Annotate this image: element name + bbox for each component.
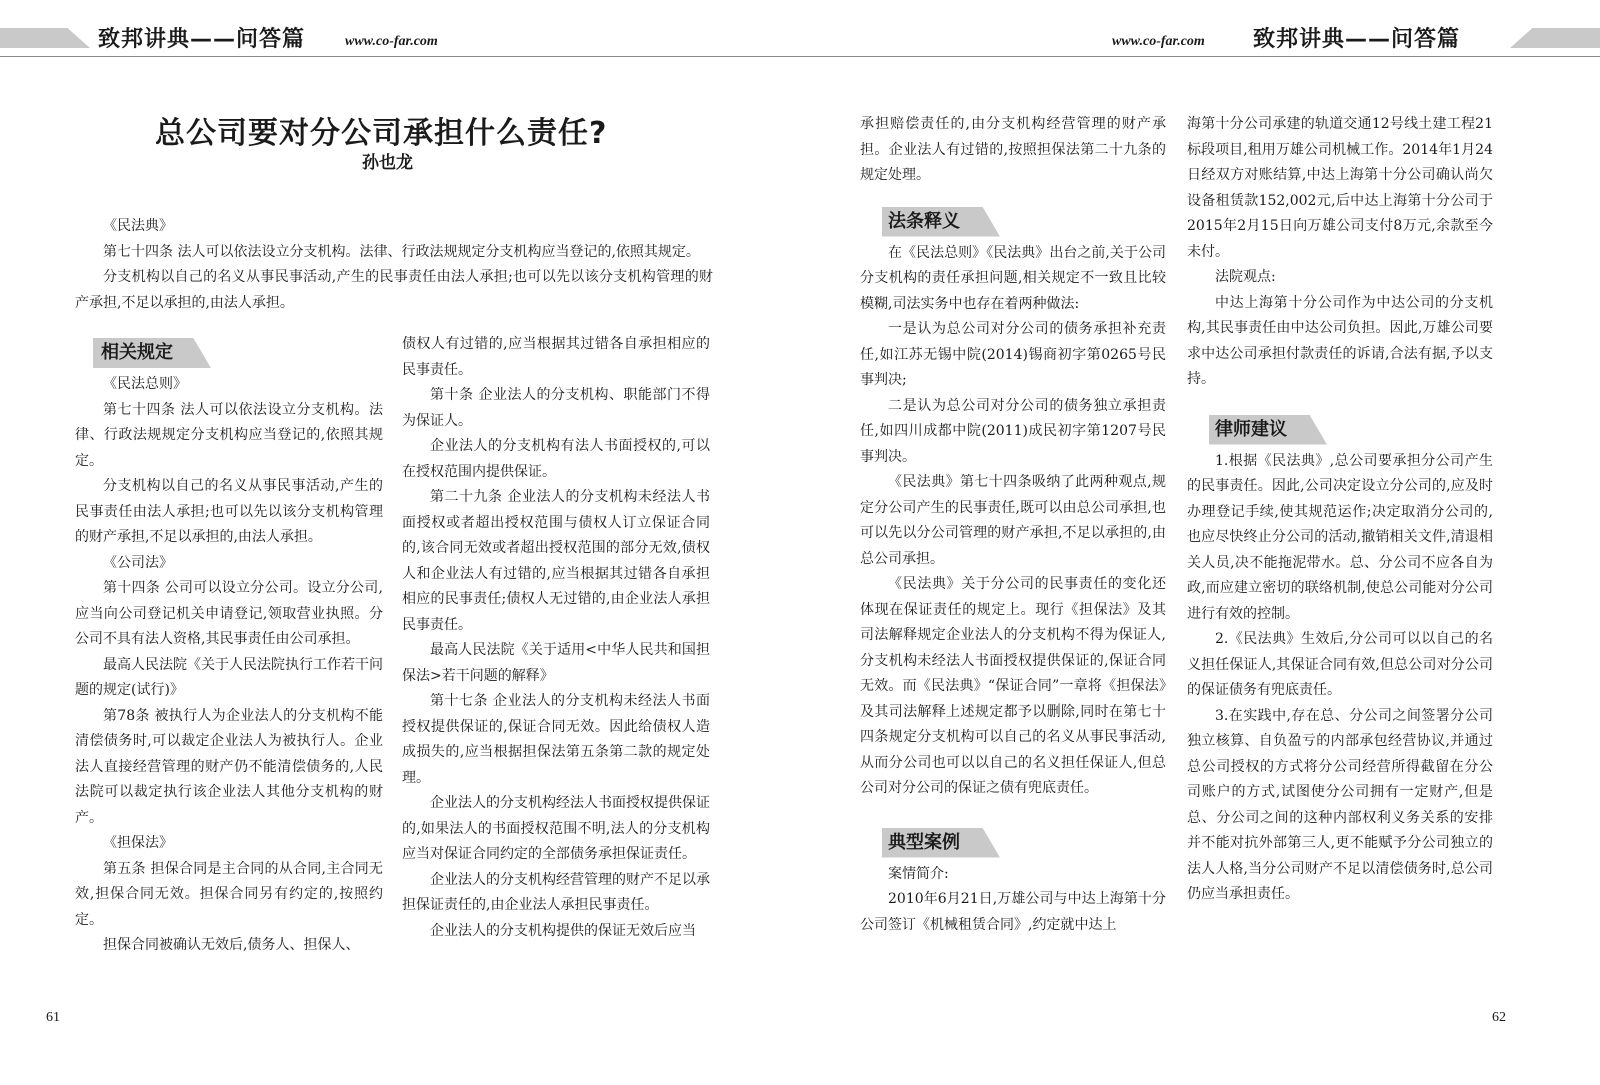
col1-paragraph: 《担保法》 <box>103 835 173 851</box>
page-number-right: 62 <box>1492 1010 1506 1025</box>
header-site-right: www.co-far.com <box>1112 34 1205 49</box>
header-site-left: www.co-far.com <box>345 34 438 49</box>
col1-paragraph: 担保合同被确认无效后,债务人、担保人、 <box>103 937 360 953</box>
col1-paragraph: 第十四条 公司可以设立分公司。设立分公司,应当向公司登记机关申请登记,领取营业执照。分公司不具有法人资格,其民事责任由公司承担。 <box>75 580 383 647</box>
header-tab-left <box>0 28 90 48</box>
col2-paragraph: 第十条 企业法人的分支机构、职能部门不得为保证人。 <box>402 387 710 429</box>
col1-paragraph: 分支机构以自己的名义从事民事活动,产生的民事责任由法人承担;也可以先以该分支机构管理的财产承担,不足以承担的,由法人承担。 <box>75 478 383 545</box>
header-divider <box>0 56 1600 57</box>
col1-paragraph: 《公司法》 <box>103 554 173 571</box>
col3-paragraph: 案情简介: <box>888 865 949 882</box>
col1-paragraph: 第七十四条 法人可以依法设立分支机构。法律、行政法规规定分支机构应当登记的,依照其规定。 <box>75 401 383 469</box>
intro-paragraph: 分支机构以自己的名义从事民事活动,产生的民事责任由法人承担;也可以先以该分支机构管理的财产承担,不足以承担的,由法人承担。 <box>75 269 713 311</box>
column-2 <box>402 332 710 944</box>
col2-paragraph: 企业法人的分支机构提供的保证无效后应当 <box>430 922 696 939</box>
col4-paragraph: 中达上海第十分公司作为中达公司的分支机构,其民事责任由中达公司负担。因此,万雄公司要求中达公司承担付款责任的诉请,合法有据,予以支持。 <box>1187 294 1493 387</box>
col4-paragraph: 1.根据《民法典》,总公司要承担分公司产生的民事责任。因此,公司决定设立分公司的,应及时办理登记手续,使其规范运作;决定取消分公司的,也应尽快终止分公司的活动,撤销相关文件,清退相关人员,决不能拖泥带水。总、分公司不应各自为政,而应建立密切的联络机制,使总公司能对分公司进行有效的控制。 <box>1187 452 1493 622</box>
column-1 <box>75 332 383 959</box>
col4-paragraph: 法院观点: <box>1215 269 1276 285</box>
intro-paragraph: 第七十四条 法人可以依法设立分支机构。法律、行政法规规定分支机构应当登记的,依照其规定。 <box>103 243 700 260</box>
col3-paragraph: 《民法典》第七十四条吸纳了此两种观点,规定分公司产生的民事责任,既可以由总公司承担,也可以先以分公司管理的财产承担,不足以承担的,由总公司承担。 <box>860 474 1166 567</box>
header-brand-right: 致邦讲典——问答篇 <box>1253 27 1461 52</box>
col3-paragraph: 2010年6月21日,万雄公司与中达上海第十分公司签订《机械租赁合同》,约定就中达上 <box>860 891 1166 933</box>
col3-paragraph: 承担赔偿责任的,由分支机构经营管理的财产承担。企业法人有过错的,按照担保法第二十九条的规定处理。 <box>860 116 1166 183</box>
intro-block <box>75 214 713 316</box>
col4-paragraph: 海第十分公司承建的轨道交通12号线土建工程21标段项目,租用万雄公司机械工作。2014年1月24日经双方对账结算,中达上海第十分公司确认尚欠设备租赁款152,002元,后中达上海第十分公司于2015年2月15日向万雄公司支付8万元,余款至今未付。 <box>1187 116 1493 260</box>
col1-paragraph: 最高人民法院《关于人民法院执行工作若干问题的规定(试行)》 <box>75 656 383 698</box>
section-heading-advice: 律师建议 <box>1187 415 1327 445</box>
col3-paragraph: 在《民法总则》《民法典》出台之前,关于公司分支机构的责任承担问题,相关规定不一致且比较模糊,司法实务中也存在着两种做法: <box>860 244 1166 312</box>
col1-paragraph: 第五条 担保合同是主合同的从合同,主合同无效,担保合同无效。担保合同另有约定的,按照约定。 <box>75 860 383 928</box>
article-title: 总公司要对分公司承担什么责任? <box>155 116 608 151</box>
page-header <box>0 0 1600 60</box>
intro-paragraph: 《民法典》 <box>103 218 173 234</box>
header-brand-left: 致邦讲典——问答篇 <box>98 27 306 52</box>
col2-paragraph: 债权人有过错的,应当根据其过错各自承担相应的民事责任。 <box>402 336 710 378</box>
col2-paragraph: 企业法人的分支机构经营管理的财产不足以承担保证责任的,由企业法人承担民事责任。 <box>402 871 710 913</box>
col2-paragraph: 最高人民法院《关于适用<中华人民共和国担保法>若干问题的解释》 <box>402 642 710 684</box>
header-tab-right <box>1510 28 1600 48</box>
column-3 <box>860 112 1166 938</box>
col2-paragraph: 第二十九条 企业法人的分支机构未经法人书面授权或者超出授权范围与债权人订立保证合同的,该合同无效或者超出授权范围的部分无效,债权人和企业法人有过错的,应当根据其过错各自承担相应的民事责任;债权人无过错的,由企业法人承担民事责任。 <box>402 489 710 633</box>
section-heading-related: 相关规定 <box>73 338 213 368</box>
col3-paragraph: 一是认为总公司对分公司的债务承担补充责任,如江苏无锡中院(2014)锡商初字第0265号民事判决; <box>860 321 1166 388</box>
col4-paragraph: 2.《民法典》生效后,分公司可以以自己的名义担任保证人,其保证合同有效,但总公司对分公司的保证债务有兜底责任。 <box>1187 631 1493 698</box>
col1-paragraph: 第78条 被执行人为企业法人的分支机构不能清偿债务时,可以裁定企业法人为被执行人。企业法人直接经营管理的财产仍不能清偿债务的,人民法院可以裁定执行该企业法人其他分支机构的财产。 <box>75 707 383 826</box>
col3-paragraph: 二是认为总公司对分公司的债务独立承担责任,如四川成都中院(2011)成民初字第1207号民事判决。 <box>860 397 1166 465</box>
page-number-left: 61 <box>46 1010 60 1025</box>
article-author: 孙也龙 <box>362 153 413 173</box>
col2-paragraph: 第十七条 企业法人的分支机构未经法人书面授权提供保证的,保证合同无效。因此给债权人造成损失的,应当根据担保法第五条第二款的规定处理。 <box>402 693 710 786</box>
column-4 <box>1187 112 1493 908</box>
col2-paragraph: 企业法人的分支机构有法人书面授权的,可以在授权范围内提供保证。 <box>402 438 710 480</box>
col2-paragraph: 企业法人的分支机构经法人书面授权提供保证的,如果法人的书面授权范围不明,法人的分支机构应当对保证合同约定的全部债务承担保证责任。 <box>402 795 710 862</box>
col4-paragraph: 3.在实践中,存在总、分公司之间签署分公司独立核算、自负盈亏的内部承包经营协议,并通过总公司授权的方式将分公司经营所得截留在分公司账户的方式,试图使分公司拥有一定财产,但是总、分公司之间的这种内部权利义务关系的安排并不能对抗外部第三人,更不能赋予分公司独立的法人人格,当分公司财产不足以清偿债务时,总公司仍应当承担责任。 <box>1187 707 1493 902</box>
section-heading-interpretation: 法条释义 <box>860 207 1000 237</box>
section-heading-case: 典型案例 <box>860 828 1000 858</box>
col3-paragraph: 《民法典》关于分公司的民事责任的变化还体现在保证责任的规定上。现行《担保法》及其司法解释规定企业法人的分支机构不得为保证人,分支机构未经法人书面授权提供保证的,保证合同无效。而《民法典》“保证合同”一章将《担保法》及其司法解释上述规定都予以删除,同时在第七十四条规定分支机构可以自己的名义从事民事活动,从而分公司也可以以自己的名义担任保证人,但总公司对分公司的保证之债有兜底责任。 <box>860 576 1166 796</box>
col1-paragraph: 《民法总则》 <box>103 376 187 392</box>
